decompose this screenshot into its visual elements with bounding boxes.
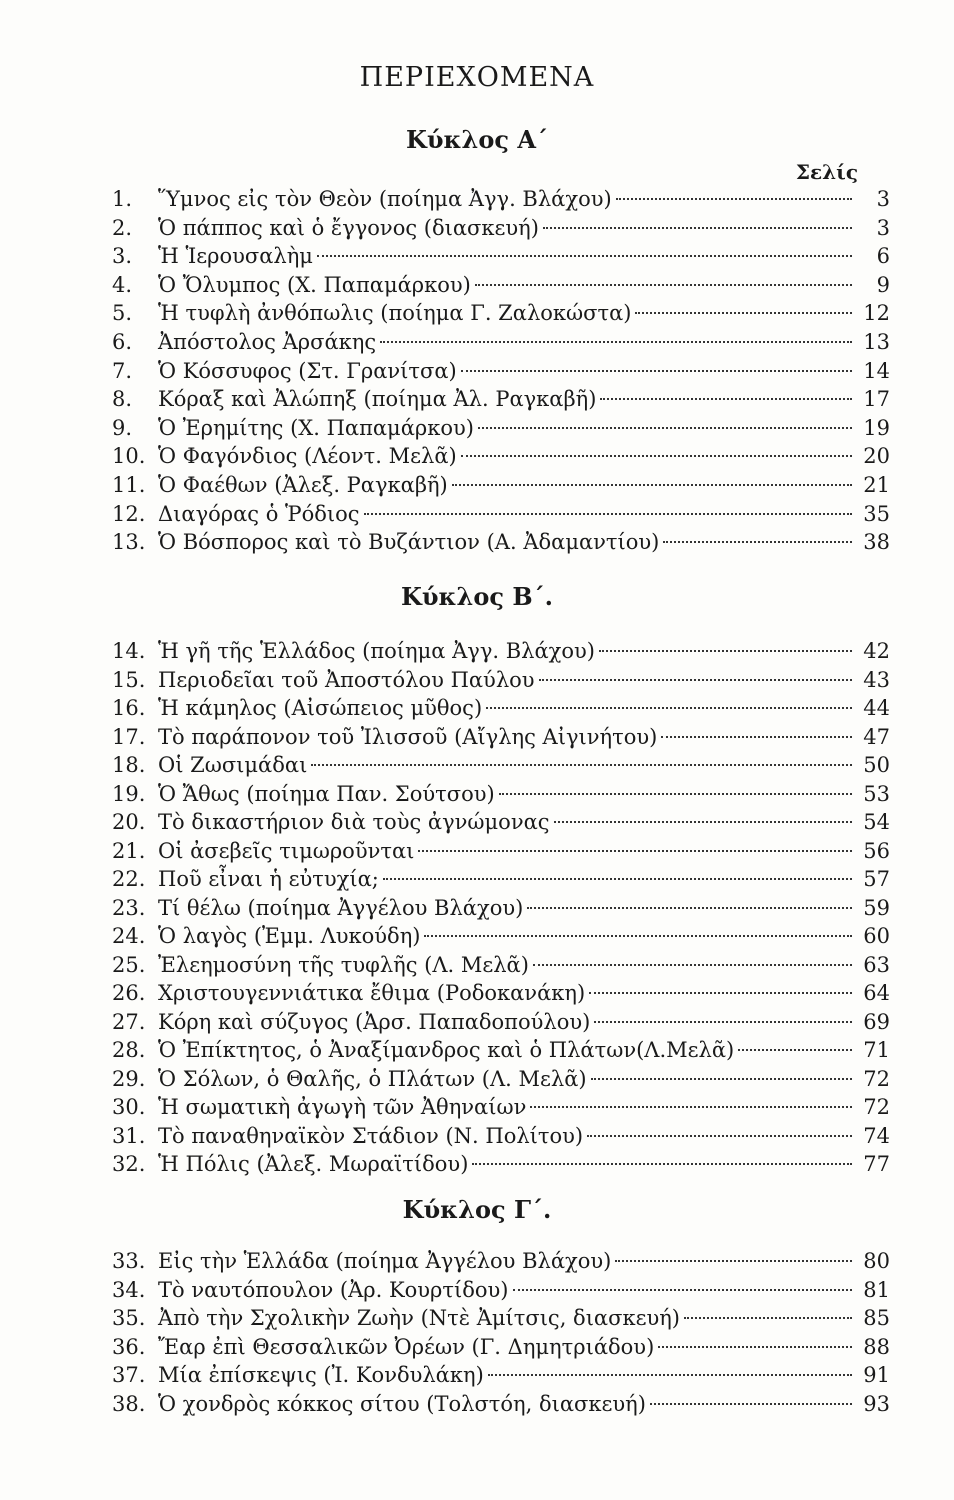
entry-title: Οἱ Ζωσιμάδαι <box>158 753 308 777</box>
toc-entry <box>112 501 890 529</box>
toc-entry <box>112 952 890 980</box>
toc-entry <box>112 1277 890 1305</box>
toc-entry <box>112 186 890 214</box>
entry-page-number: 71 <box>863 1038 890 1062</box>
entry-page-number: 88 <box>863 1334 890 1359</box>
entry-page-number: 60 <box>863 924 890 948</box>
entry-number: 24. <box>112 924 146 948</box>
entry-title: Ἡ κάμηλος (Αἰσώπειος μῦθος) <box>158 696 483 720</box>
entry-number: 33. <box>112 1249 146 1273</box>
leader-dots <box>616 198 852 200</box>
entry-number: 35. <box>112 1306 146 1330</box>
toc-entry <box>112 923 890 951</box>
entry-title: Ὁ Βόσπορος καὶ τὸ Βυζάντιον (Α. Ἀδαμαντίου) <box>158 530 660 555</box>
toc-entry <box>112 1248 890 1276</box>
leader-dots <box>650 1403 852 1405</box>
toc-entry <box>112 638 890 666</box>
entry-number: 13. <box>112 530 146 555</box>
entry-page-number: 57 <box>863 867 890 891</box>
entry-number: 34. <box>112 1277 146 1302</box>
entry-title: Ἐλεημοσύνη τῆς τυφλῆς (Λ. Μελᾶ) <box>158 952 529 977</box>
entry-number: 36. <box>112 1334 146 1359</box>
entry-page-number: 80 <box>863 1249 890 1273</box>
section-heading: Κύκλος Β΄. <box>401 582 553 611</box>
entry-number: 6. <box>112 330 133 354</box>
entry-title: Ὁ πάππος καὶ ὁ ἔγγονος (διασκευή) <box>158 215 539 240</box>
leader-dots <box>594 1021 852 1023</box>
leader-dots <box>543 227 852 229</box>
leader-dots <box>486 707 852 709</box>
entry-page-number: 3 <box>876 215 890 240</box>
entry-number: 37. <box>112 1363 146 1387</box>
toc-entry <box>112 1123 890 1151</box>
entry-page-number: 35 <box>863 501 890 526</box>
leader-dots <box>684 1317 852 1319</box>
leader-dots <box>635 312 852 314</box>
toc-entry <box>112 1009 890 1037</box>
entry-title: Ὁ λαγὸς (Ἐμμ. Λυκούδη) <box>158 924 421 948</box>
entry-title: Ἡ τυφλὴ ἀνθόπωλις (ποίημα Γ. Ζαλοκώστα) <box>158 301 632 326</box>
leader-dots <box>661 736 852 738</box>
leader-dots <box>600 398 852 400</box>
entry-number: 23. <box>112 895 146 920</box>
leader-dots <box>478 427 852 429</box>
entry-page-number: 44 <box>863 696 890 720</box>
leader-dots <box>589 992 852 994</box>
toc-entry <box>112 724 890 752</box>
entry-number: 4. <box>112 272 133 297</box>
toc-entry <box>112 300 890 328</box>
toc-entry <box>112 529 890 557</box>
toc-entry <box>112 1305 890 1333</box>
leader-dots <box>475 284 852 286</box>
entry-page-number: 21 <box>863 473 890 497</box>
entry-title: Τὸ παράπονον τοῦ Ἰλισσοῦ (Αἴγλης Αἰγινήτου) <box>158 724 658 749</box>
entry-title: Κόρη καὶ σύζυγος (Ἀρσ. Παπαδοπούλου) <box>158 1009 591 1034</box>
entry-number: 10. <box>112 444 146 469</box>
toc-entry <box>112 472 890 500</box>
leader-dots <box>317 255 852 257</box>
entry-title: Ὁ Φαγόνδιος (Λέοντ. Μελᾶ) <box>158 444 457 469</box>
leader-dots <box>488 1374 852 1376</box>
entry-number: 15. <box>112 667 146 692</box>
toc-entry <box>112 386 890 414</box>
entry-title: Ἡ γῆ τῆς Ἑλλάδος (ποίημα Ἀγγ. Βλάχου) <box>158 639 595 663</box>
entry-page-number: 9 <box>876 272 890 297</box>
entry-number: 16. <box>112 696 146 720</box>
entry-number: 14. <box>112 639 146 663</box>
entry-number: 20. <box>112 810 146 834</box>
toc-entry <box>112 1391 890 1419</box>
entry-page-number: 69 <box>863 1009 890 1034</box>
entry-number: 32. <box>112 1152 146 1176</box>
toc-entry <box>112 695 890 723</box>
entry-page-number: 50 <box>863 753 890 777</box>
entry-title: Ὁ Φαέθων (Ἀλεξ. Ραγκαβῆ) <box>158 473 448 497</box>
leader-dots <box>452 484 852 486</box>
entry-title: Χριστουγεννιάτικα ἔθιμα (Ροδοκανάκη) <box>158 981 586 1005</box>
entry-title: Τὸ ναυτόπουλον (Ἀρ. Κουρτίδου) <box>158 1277 509 1302</box>
entry-number: 1. <box>112 187 133 211</box>
leader-dots <box>530 1106 852 1108</box>
toc-entry <box>112 667 890 695</box>
entry-number: 2. <box>112 215 133 240</box>
leader-dots <box>461 370 852 372</box>
entry-title: Ὕμνος εἰς τὸν Θεὸν (ποίημα Ἀγγ. Βλάχου) <box>158 187 612 211</box>
entry-number: 31. <box>112 1123 146 1148</box>
toc-entry <box>112 329 890 357</box>
entry-page-number: 6 <box>876 244 890 269</box>
entry-page-number: 43 <box>863 667 890 692</box>
section-heading: Κύκλος Α΄ <box>406 125 548 154</box>
entry-title: Ἔαρ ἐπὶ Θεσσαλικῶν Ὀρέων (Γ. Δημητριάδου) <box>158 1334 655 1359</box>
toc-entry <box>112 752 890 780</box>
leader-dots <box>513 1289 853 1291</box>
leader-dots <box>424 935 852 937</box>
entry-title: Διαγόρας ὁ Ῥόδιος <box>158 501 360 526</box>
toc-entry <box>112 443 890 471</box>
toc-entry <box>112 1362 890 1390</box>
entry-number: 27. <box>112 1009 146 1034</box>
entry-number: 8. <box>112 387 133 412</box>
entry-number: 38. <box>112 1391 146 1416</box>
entry-title: Εἰς τὴν Ἑλλάδα (ποίημα Ἀγγέλου Βλάχου) <box>158 1249 612 1273</box>
leader-dots <box>554 821 852 823</box>
entry-title: Τὸ παναθηναϊκὸν Στάδιον (Ν. Πολίτου) <box>158 1123 584 1148</box>
leader-dots <box>380 341 852 343</box>
entry-number: 3. <box>112 244 133 269</box>
section-heading: Κύκλος Γ΄. <box>402 1195 552 1224</box>
toc-entry <box>112 215 890 243</box>
leader-dots <box>499 793 852 795</box>
entry-number: 7. <box>112 358 133 383</box>
entry-title: Ἀπὸ τὴν Σχολικὴν Ζωὴν (Ντὲ Ἀμίτσις, διασκευή) <box>158 1306 680 1330</box>
entry-page-number: 74 <box>863 1123 890 1148</box>
entry-page-number: 53 <box>863 781 890 806</box>
toc-entry <box>112 1094 890 1122</box>
entry-title: Ὁ Ἄθως (ποίημα Παν. Σούτσου) <box>158 781 495 806</box>
entry-page-number: 42 <box>863 639 890 663</box>
entry-title: Μία ἐπίσκεψις (Ἰ. Κονδυλάκη) <box>158 1363 484 1387</box>
entry-title: Τί θέλω (ποίημα Ἀγγέλου Βλάχου) <box>158 895 524 920</box>
entry-number: 26. <box>112 981 146 1005</box>
entry-title: Περιοδεῖαι τοῦ Ἀποστόλου Παύλου <box>158 667 535 692</box>
entry-title: Ὁ Ἐρημίτης (Χ. Παπαμάρκου) <box>158 415 474 440</box>
leader-dots <box>587 1135 852 1137</box>
leader-dots <box>591 1078 852 1080</box>
entry-title: Ὁ Ὄλυμπος (Χ. Παπαμάρκου) <box>158 272 471 297</box>
toc-entry <box>112 243 890 271</box>
leader-dots <box>738 1049 852 1051</box>
entry-number: 17. <box>112 724 146 749</box>
entry-page-number: 38 <box>863 530 890 555</box>
leader-dots <box>461 455 852 457</box>
toc-entry <box>112 809 890 837</box>
entry-title: Οἱ ἀσεβεῖς τιμωροῦνται <box>158 838 415 863</box>
entry-number: 22. <box>112 867 146 891</box>
page-title: ΠΕΡΙΕΧΟΜΕΝΑ <box>359 62 595 93</box>
entry-number: 11. <box>112 473 146 497</box>
toc-entry <box>112 1066 890 1094</box>
leader-dots <box>599 650 852 652</box>
entry-page-number: 72 <box>863 1066 890 1091</box>
entry-page-number: 91 <box>863 1363 890 1387</box>
entry-title: Ἀπόστολος Ἀρσάκης <box>158 330 377 354</box>
entry-page-number: 13 <box>863 330 890 354</box>
entry-title: Ὁ Κόσσυφος (Στ. Γρανίτσα) <box>158 358 457 383</box>
toc-entry <box>112 1334 890 1362</box>
entry-number: 29. <box>112 1066 146 1091</box>
entry-title: Ποῦ εἶναι ἡ εὐτυχία; <box>158 867 379 891</box>
entry-number: 28. <box>112 1038 146 1062</box>
entry-number: 21. <box>112 838 146 863</box>
leader-dots <box>658 1346 852 1348</box>
toc-entry <box>112 1037 890 1065</box>
entry-page-number: 63 <box>863 952 890 977</box>
entry-page-number: 59 <box>863 895 890 920</box>
entry-title: Ἡ Πόλις (Ἀλεξ. Μωραϊτίδου) <box>158 1152 469 1176</box>
toc-entry <box>112 895 890 923</box>
entry-page-number: 64 <box>863 981 890 1005</box>
entry-title: Τὸ δικαστήριον διὰ τοὺς ἀγνώμονας <box>158 810 550 834</box>
toc-entry <box>112 838 890 866</box>
entry-number: 9. <box>112 415 133 440</box>
entry-page-number: 19 <box>863 415 890 440</box>
toc-entry <box>112 866 890 894</box>
entry-page-number: 3 <box>876 187 890 211</box>
entry-page-number: 17 <box>863 387 890 412</box>
entry-number: 5. <box>112 301 133 326</box>
page-column-label: Σελίς <box>795 160 858 184</box>
entry-title: Κόραξ καὶ Ἀλώπηξ (ποίημα Ἀλ. Ραγκαβῆ) <box>158 387 597 412</box>
entry-page-number: 81 <box>863 1277 890 1302</box>
entry-page-number: 54 <box>863 810 890 834</box>
toc-entry <box>112 415 890 443</box>
entry-page-number: 12 <box>863 301 890 326</box>
entry-number: 18. <box>112 753 146 777</box>
leader-dots <box>311 764 852 766</box>
entry-title: Ὁ Ἐπίκτητος, ὁ Ἀναξίμανδρος καὶ ὁ Πλάτων(Λ.Μελᾶ) <box>158 1038 735 1062</box>
entry-number: 19. <box>112 781 146 806</box>
toc-entry <box>112 1151 890 1179</box>
entry-title: Ἡ σωματικὴ ἀγωγὴ τῶν Ἀθηναίων <box>158 1095 527 1119</box>
entry-page-number: 77 <box>863 1152 890 1176</box>
entry-number: 12. <box>112 501 146 526</box>
leader-dots <box>472 1163 852 1165</box>
toc-entry <box>112 980 890 1008</box>
entry-page-number: 20 <box>863 444 890 469</box>
entry-title: Ἡ Ἱερουσαλὴμ <box>158 244 313 269</box>
entry-page-number: 14 <box>863 358 890 383</box>
entry-number: 30. <box>112 1095 146 1119</box>
toc-entry <box>112 781 890 809</box>
entry-page-number: 56 <box>863 838 890 863</box>
entry-page-number: 72 <box>863 1095 890 1119</box>
entry-number: 25. <box>112 952 146 977</box>
toc-entry <box>112 358 890 386</box>
leader-dots <box>533 964 852 966</box>
leader-dots <box>539 679 852 681</box>
leader-dots <box>663 541 852 543</box>
entry-page-number: 93 <box>863 1391 890 1416</box>
leader-dots <box>364 513 852 515</box>
leader-dots <box>527 907 852 909</box>
leader-dots <box>383 878 852 880</box>
entry-page-number: 47 <box>863 724 890 749</box>
leader-dots <box>615 1260 852 1262</box>
leader-dots <box>418 850 852 852</box>
toc-entry <box>112 272 890 300</box>
entry-title: Ὁ χονδρὸς κόκκος σίτου (Τολστόη, διασκευή) <box>158 1391 646 1416</box>
entry-page-number: 85 <box>863 1306 890 1330</box>
entry-title: Ὁ Σόλων, ὁ Θαλῆς, ὁ Πλάτων (Λ. Μελᾶ) <box>158 1066 587 1091</box>
